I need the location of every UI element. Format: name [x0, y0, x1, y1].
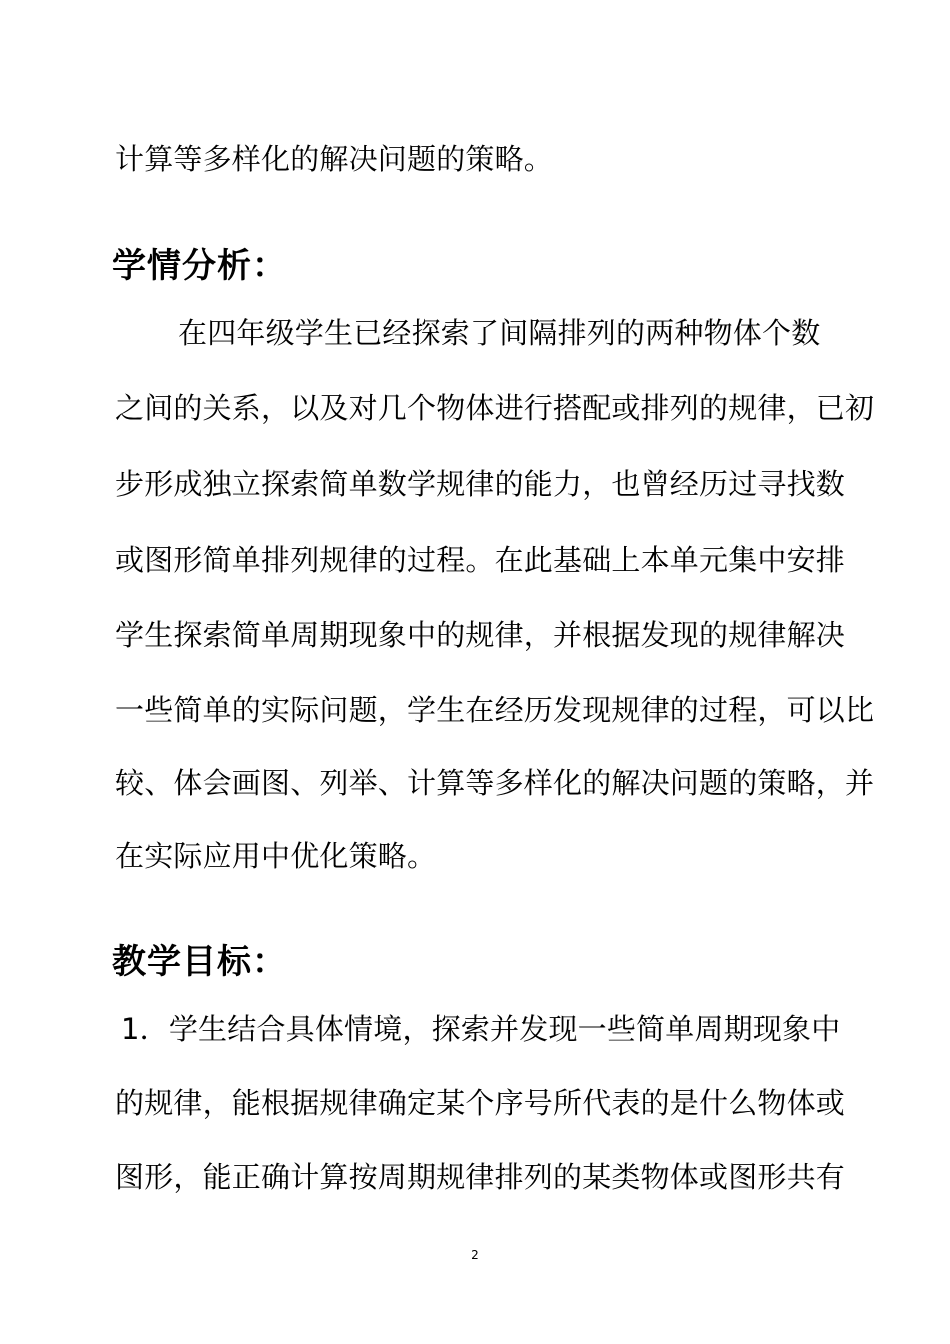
list-item-line: 的规律，能根据规律确定某个序号所代表的是什么物体或 — [115, 1086, 846, 1120]
paragraph-line: 之间的关系，以及对几个物体进行搭配或排列的规律，已初 — [115, 391, 875, 425]
paragraph-line: 或图形简单排列规律的过程。在此基础上本单元集中安排 — [115, 543, 846, 577]
list-item-line: 1．学生结合具体情境，探索并发现一些简单周期现象中 — [121, 1012, 841, 1046]
page-number: 2 — [471, 1248, 479, 1262]
paragraph-line: 一些简单的实际问题，学生在经历发现规律的过程，可以比 — [115, 693, 875, 727]
paragraph-line: 步形成独立探索简单数学规律的能力，也曾经历过寻找数 — [115, 467, 846, 501]
section-heading-learning-analysis: 学情分析： — [112, 246, 287, 286]
paragraph-line: 较、体会画图、列举、计算等多样化的解决问题的策略，并 — [115, 766, 875, 800]
list-item-line: 图形，能正确计算按周期规律排列的某类物体或图形共有 — [115, 1160, 846, 1194]
section-heading-teaching-goals: 教学目标： — [112, 942, 287, 982]
paragraph-line: 在四年级学生已经探索了间隔排列的两种物体个数 — [178, 316, 821, 350]
paragraph-line: 学生探索简单周期现象中的规律，并根据发现的规律解决 — [115, 618, 846, 652]
carryover-text-line: 计算等多样化的解决问题的策略。 — [115, 142, 554, 176]
paragraph-line: 在实际应用中优化策略。 — [115, 839, 437, 873]
